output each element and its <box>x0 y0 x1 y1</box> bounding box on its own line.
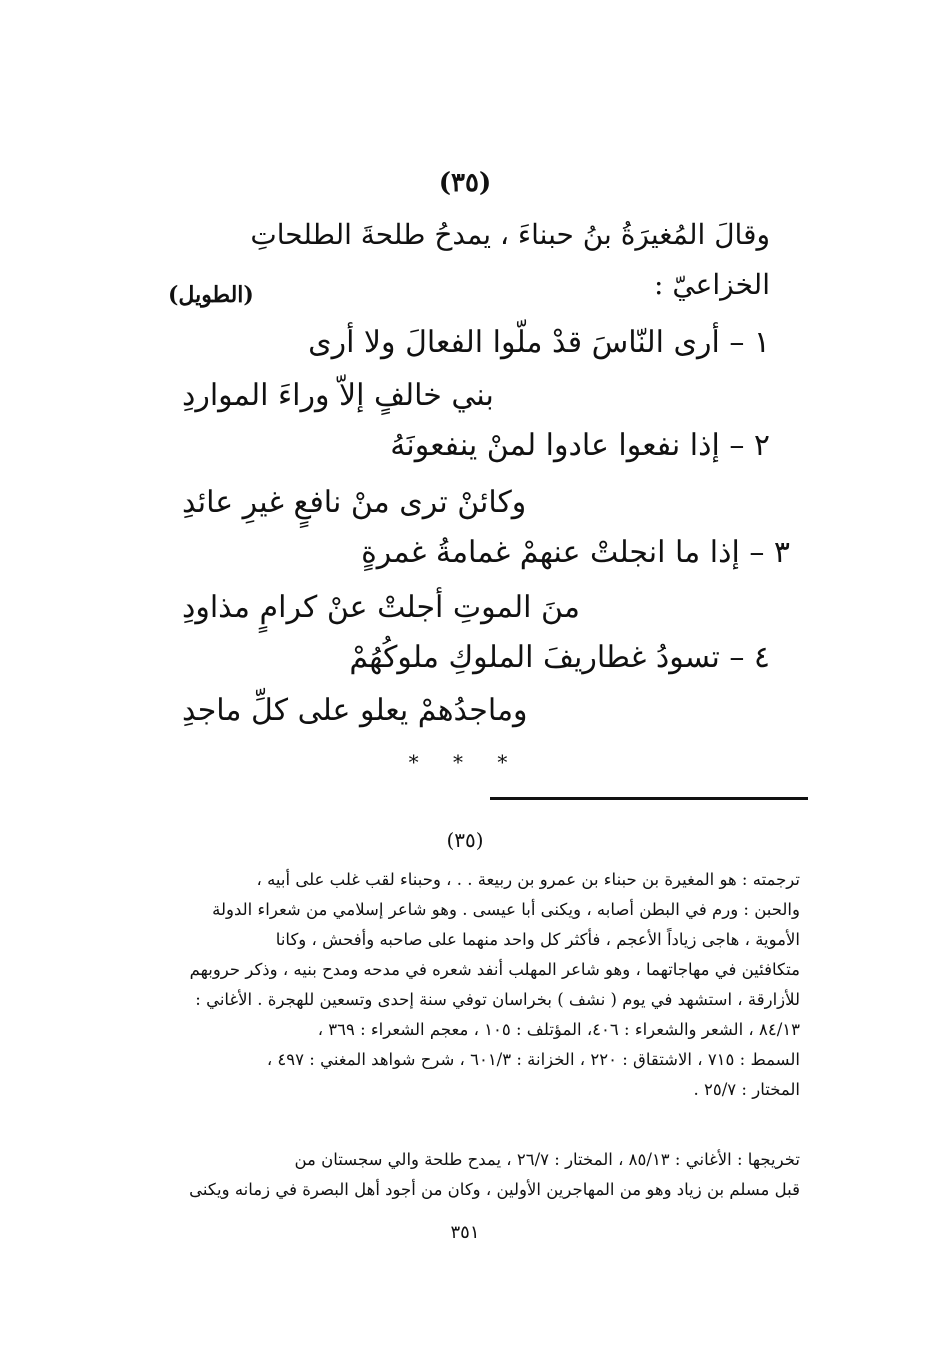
verse-3-first-hemistich: ٣ – إذا ما انجلتْ عنهمْ غمامةُ غمرةٍ <box>361 535 790 570</box>
footnote-line: السمط : ٧١٥ ، الاشتقاق : ٢٢٠ ، الخزانة : ٦٠١/٣ ، شرح شواهد المغني : ٤٩٧ ، <box>266 1050 800 1069</box>
footnote-divider <box>490 797 808 800</box>
footnote-line: والحبن : ورم في البطن أصابه ، ويكنى أبا عيسى . وهو شاعر إسلامي من شعراء الدولة <box>212 900 800 919</box>
poem-number: (٣٥) <box>438 168 492 198</box>
footnote-number: (٣٥) <box>446 828 484 852</box>
verse-2-second-hemistich: وكائنْ ترى منْ نافعٍ غيرِ عائدِ <box>182 485 527 520</box>
footnote-line: ٨٤/١٣ ، الشعر والشعراء : ٤٠٦، المؤتلف : ١٠٥ ، معجم الشعراء : ٣٦٩ ، <box>317 1020 800 1039</box>
footnote-line: المختار : ٢٥/٧ . <box>693 1080 800 1099</box>
meter-label: (الطويل) <box>168 282 254 308</box>
footnote-line: قبل مسلم بن زياد وهو من المهاجرين الأولين ، وكان من أجود أهل البصرة في زمانه ويكنى <box>189 1180 800 1199</box>
verse-2-first-hemistich: ٢ – إذا نفعوا عادوا لمنْ ينفعونَهُ <box>390 428 770 463</box>
footnote-line: للأزارقة ، استشهد في يوم ( نشف ) بخراسان توفي سنة إحدى وتسعين للهجرة . الأغاني : <box>195 990 800 1009</box>
verse-1-second-hemistich: بني خالفٍ إلاّ وراءَ المواردِ <box>182 378 494 413</box>
footnote-line: الأموية ، هاجى زياداً الأعجم ، فأكثر كل واحد منهما على صاحبه وأفحش ، وكانا <box>275 930 800 949</box>
verse-1-first-hemistich: ١ – أرى النّاسَ قدْ ملّوا الفعالَ ولا أرى <box>308 325 770 360</box>
section-separator: * * * <box>408 750 522 774</box>
intro-line-1: وقالَ المُغيرَةُ بنُ حبناءَ ، يمدحُ طلحةَ الطلحاتِ <box>250 218 770 251</box>
footnote-line: ترجمته : هو المغيرة بن حبناء بن عمرو بن ربيعة . . ، وحبناء لقب غلب على أبيه ، <box>256 870 800 889</box>
verse-4-first-hemistich: ٤ – تسودُ غطاريفَ الملوكِ ملوكُهُمْ <box>349 640 770 675</box>
footnote-line: متكافئين في مهاجاتهما ، وهو شاعر المهلب أنفد شعره في مدحه ومدح بنيه ، وذكر حروبهم <box>189 960 800 979</box>
verse-3-second-hemistich: منَ الموتِ أجلتْ عنْ كرامٍ مذاودِ <box>182 590 580 625</box>
page-number: ٣٥١ <box>450 1222 480 1243</box>
intro-line-2: الخزاعيّ : <box>654 268 770 301</box>
verse-4-second-hemistich: وماجدُهمْ يعلو على كلِّ ماجدِ <box>182 693 528 728</box>
footnote-line: تخريجها : الأغاني : ٨٥/١٣ ، المختار : ٢٦/٧ ، يمدح طلحة والي سجستان من <box>294 1150 800 1169</box>
